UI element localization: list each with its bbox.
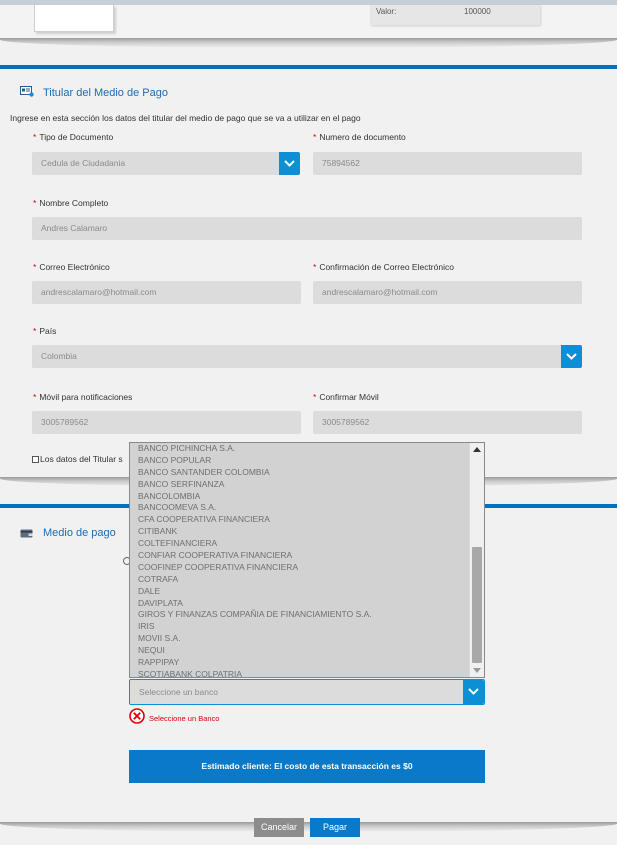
mobile-input[interactable] [32,411,301,434]
country-select[interactable] [32,345,582,368]
titular-intro-text: Ingrese en esta sección los datos del titular del medio de pago que se va a utilizar en el pago [10,113,361,123]
wallet-icon [20,528,34,539]
bank-option[interactable]: CONFIAR COOPERATIVA FINANCIERA [138,550,293,561]
email-confirm-label: * Confirmación de Correo Electrónico [313,262,454,272]
chevron-down-icon [468,688,479,695]
bank-select[interactable] [129,679,485,705]
bank-option[interactable]: COOFINEP COOPERATIVA FINANCIERA [138,561,299,572]
order-summary-box [370,5,540,25]
chevron-down-icon [566,353,577,360]
summary-value: 100000 [464,7,491,16]
bank-option[interactable]: RAPPIPAY [138,657,180,668]
doc-number-value: 75894562 [322,158,360,168]
payment-section-title: Medio de pago [43,527,116,539]
product-thumbnail [34,5,114,32]
full-name-label: * Nombre Completo [33,198,109,208]
doc-type-label: * Tipo de Documento [33,132,114,142]
titular-same-checkbox-row[interactable] [32,454,123,464]
titular-same-checkbox-label: Los datos del Titular s [40,454,123,464]
bank-option[interactable]: DAVIPLATA [138,597,183,608]
mobile-label: * Móvil para notificaciones [33,392,133,402]
summary-label: Valor: [376,7,397,16]
bank-option[interactable]: COLTEFINANCIERA [138,538,218,549]
bank-option[interactable]: BANCOLOMBIA [138,490,201,501]
doc-number-label: * Numero de documento [313,132,406,142]
email-confirm-value: andrescalamaro@hotmail.com [322,287,438,297]
pay-button[interactable]: Pagar [310,818,360,837]
mobile-confirm-input[interactable] [313,411,582,434]
bank-option[interactable]: CFA COOPERATIVA FINANCIERA [138,514,270,525]
bank-dropdown-button[interactable] [463,680,484,704]
bank-option[interactable]: BANCO POPULAR [138,454,212,465]
country-dropdown-button[interactable] [561,345,582,368]
email-label: * Correo Electrónico [33,262,110,272]
bank-option[interactable]: GIROS Y FINANZAS COMPAÑIA DE FINANCIAMIENTO S.A. [138,609,372,620]
bank-option[interactable]: BANCO SANTANDER COLOMBIA [138,466,270,477]
country-value: Colombia [41,351,77,361]
full-name-input[interactable] [32,217,582,240]
doc-type-select[interactable] [32,152,300,175]
titular-section-title: Titular del Medio de Pago [43,87,168,99]
bank-option[interactable]: CITIBANK [138,526,178,537]
scrollbar-thumb[interactable] [472,547,482,663]
mobile-confirm-value: 3005789562 [322,417,370,427]
bank-option[interactable]: BANCOOMEVA S.A. [138,502,217,513]
bank-dropdown-list[interactable] [129,442,485,678]
bank-list-scrollbar[interactable] [469,443,484,677]
doc-type-dropdown-button[interactable] [279,152,300,175]
email-value: andrescalamaro@hotmail.com [41,287,157,297]
titular-same-checkbox[interactable] [32,456,39,463]
chevron-down-icon [284,160,295,167]
section-shadow [0,38,617,48]
scroll-down-arrow-icon[interactable] [473,668,481,673]
doc-type-value: Cedula de Ciudadania [41,158,126,168]
bank-option[interactable]: MOVII S.A. [138,633,181,644]
email-input[interactable] [32,281,301,304]
mobile-value: 3005789562 [41,417,89,427]
bank-option[interactable]: SCOTIABANK COLPATRIA [138,668,243,678]
bank-error-text: Seleccione un Banco [149,714,220,723]
cancel-button[interactable]: Cancelar [254,818,304,837]
previous-section [0,5,617,38]
bank-option[interactable]: COTRAFA [138,573,179,584]
mobile-confirm-label: * Confirmar Móvil [313,392,379,402]
bank-option[interactable]: IRIS [138,621,155,632]
bank-option[interactable]: DALE [138,585,161,596]
id-card-icon [20,86,34,97]
bank-option[interactable]: BANCO SERFINANZA [138,478,225,489]
bank-option[interactable]: BANCO PICHINCHA S.A. [138,443,236,453]
scroll-up-arrow-icon[interactable] [473,447,481,452]
country-label: * País [33,326,57,336]
email-confirm-input[interactable] [313,281,582,304]
bank-options [130,443,484,678]
error-x-icon [129,708,145,724]
doc-number-input[interactable] [313,152,582,175]
bank-select-placeholder: Seleccione un banco [139,687,218,697]
section-shadow [0,822,617,832]
transaction-cost-banner: Estimado cliente: El costo de esta transacción es $0 [129,750,485,783]
full-name-value: Andres Calamaro [41,223,108,233]
bank-option[interactable]: NEQUI [138,645,165,656]
